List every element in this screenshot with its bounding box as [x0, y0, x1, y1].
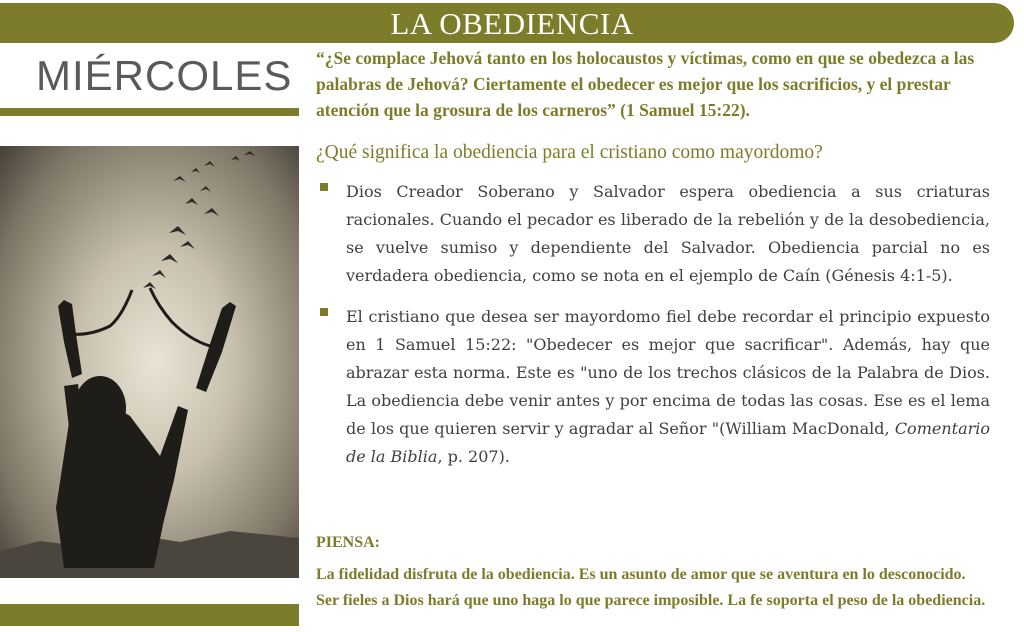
- bottom-bar: [0, 604, 299, 626]
- day-underline: [0, 108, 299, 116]
- bullet-square-icon: [320, 183, 328, 191]
- section-question: ¿Qué significa la obediencia para el cristiano como mayordomo?: [316, 142, 823, 163]
- piensa-label: PIENSA:: [316, 534, 381, 551]
- list-item: [318, 303, 990, 471]
- bible-verse: “¿Se complace Jehová tanto en los holocaustos y víctimas, como en que se obedezca a las palabras de Jehová? Ciertamente el obedecer es mejor que los sacrificios, y el prestar atención que la grosura de los carneros” (1 Samuel 15:22).: [316, 48, 975, 120]
- day-label: MIÉRCOLES: [36, 52, 293, 99]
- page-title: LA OBEDIENCIA: [390, 6, 634, 41]
- piensa-text: La fidelidad disfruta de la obediencia. Es un asunto de amor que se aventura en lo desconocido. Ser fieles a Dios hará que uno haga lo que parece imposible. La fe soporta el peso de la obediencia.: [316, 566, 986, 609]
- photo-illustration: [0, 146, 299, 578]
- bullet-text-tail: , p. 207).: [437, 447, 510, 466]
- book-title: Comentario de la Biblia: [346, 419, 990, 466]
- bullet-text: El cristiano que desea ser mayordomo fiel debe recordar el principio expuesto en 1 Samuel 15:22: "Obedecer es mejor que sacrificar". Además, hay que abrazar esta norma. Este es "uno de los trechos clásicos de la Palabra de Dios. La obediencia debe venir antes y por encima de todas las cosas. Ese es el lema de los que quieren servir y agradar al Señor "(William MacDonald,: [346, 307, 990, 438]
- bullet-text: Dios Creador Soberano y Salvador espera obediencia a sus criaturas racionales. Cuando el pecador es liberado de la rebelión y de la desobediencia, se vuelve sumiso y dependiente del Salvador. Obediencia parcial no es verdadera obediencia, como se nota en el ejemplo de Caín (Génesis 4:1-5).: [346, 182, 990, 285]
- bullet-list: [318, 178, 990, 484]
- bullet-square-icon: [320, 308, 328, 316]
- list-item: [318, 178, 990, 290]
